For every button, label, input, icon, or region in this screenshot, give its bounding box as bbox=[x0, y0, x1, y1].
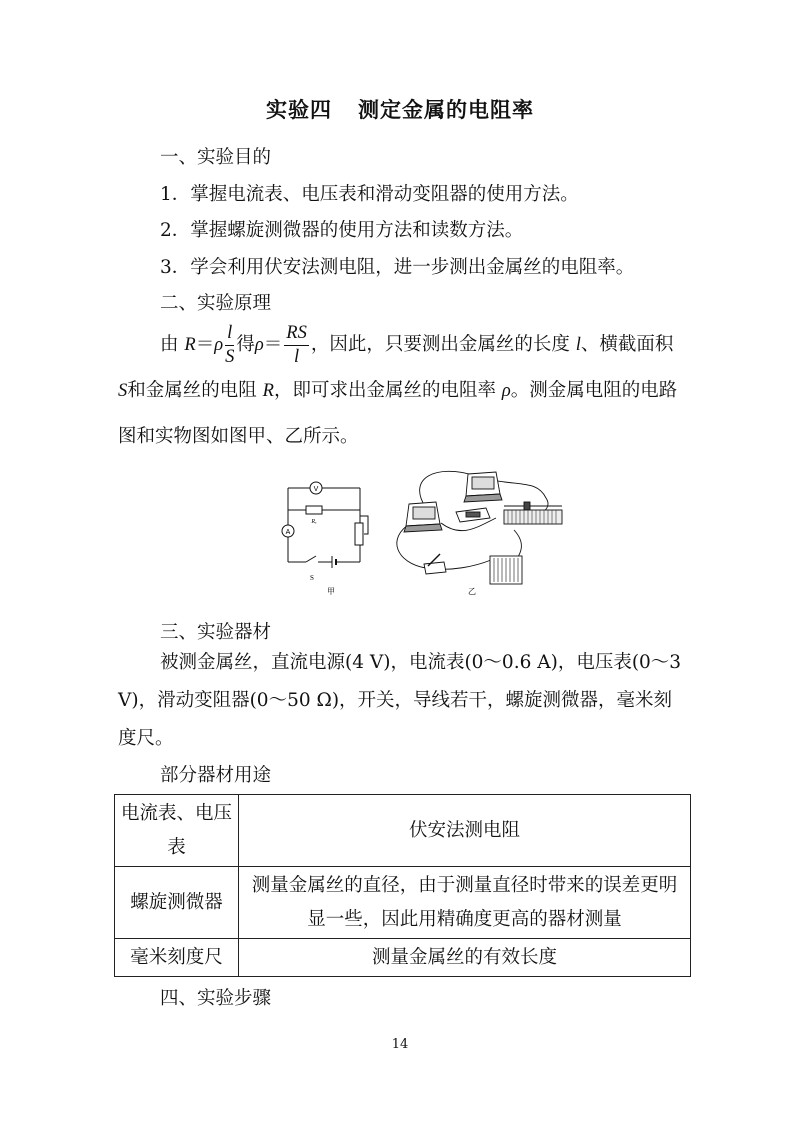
resistor-block-icon bbox=[456, 508, 490, 522]
resistor-label: Rₓ bbox=[311, 519, 317, 525]
resistor-icon bbox=[306, 506, 322, 514]
table-caption: 部分器材用途 bbox=[160, 765, 272, 786]
circuit-figure bbox=[276, 468, 586, 608]
table-cell-name: 螺旋测微器 bbox=[115, 867, 239, 939]
page-title bbox=[0, 94, 800, 124]
ammeter-device-icon bbox=[404, 502, 442, 532]
section-heading-aims: 一、实验目的 bbox=[160, 147, 272, 168]
caption-right: 乙 bbox=[468, 587, 476, 596]
fraction-rs-over-l: $\frac{RS}{l}$ bbox=[286, 323, 307, 367]
table-row bbox=[115, 867, 691, 939]
principle-paragraph: 由 R＝ρ $\frac{l}{S}$ 得ρ＝ $\frac{RS}{l}$ ，因此，只要测出金属丝的长度 l、横截面积 S和金属丝的电阻 R，即可求出金属丝的电阻率 ρ。测金属电阻的电路图和实物图如图甲、乙所示。 bbox=[118, 323, 678, 447]
section-heading-steps: 四、实验步骤 bbox=[160, 988, 272, 1009]
section-heading-principle: 二、实验原理 bbox=[160, 293, 272, 314]
title-part-2: 测定金属的电阻率 bbox=[358, 98, 534, 122]
fraction-l-over-s: $\frac{l}{S}$ bbox=[225, 323, 235, 367]
aim-item-1: 1．掌握电流表、电压表和滑动变阻器的使用方法。 bbox=[160, 184, 579, 205]
table-row bbox=[115, 795, 691, 867]
circuit-diagram bbox=[282, 482, 368, 568]
apparatus-drawing bbox=[397, 471, 562, 584]
table-cell-use: 测量金属丝的有效长度 bbox=[239, 939, 691, 977]
ammeter-label: A bbox=[285, 529, 291, 536]
table-cell-use: 测量金属丝的直径，由于测量直径时带来的误差更明显一些，因此用精确度更高的器材测量 bbox=[239, 867, 691, 939]
switch-device-icon bbox=[424, 554, 446, 574]
section-heading-equipment: 三、实验器材 bbox=[160, 622, 272, 643]
title-part-1: 实验四 bbox=[266, 98, 332, 122]
voltmeter-label: V bbox=[313, 486, 319, 493]
rheostat-icon bbox=[355, 523, 363, 545]
voltmeter-device-icon bbox=[464, 472, 502, 502]
table-cell-use: 伏安法测电阻 bbox=[239, 795, 691, 867]
rheostat-device-icon bbox=[504, 502, 562, 524]
aim-item-2: 2．掌握螺旋测微器的使用方法和读数方法。 bbox=[160, 220, 524, 241]
table-cell-name: 电流表、电压表 bbox=[115, 795, 239, 867]
table-cell-name: 毫米刻度尺 bbox=[115, 939, 239, 977]
caption-left: 甲 bbox=[327, 587, 335, 596]
equipment-paragraph: 被测金属丝，直流电源(4 V)，电流表(0～0.6 A)，电压表(0～3 V)，滑动变阻器(0～50 Ω)，开关，导线若干，螺旋测微器，毫米刻度尺。 bbox=[118, 652, 682, 749]
switch-icon bbox=[306, 556, 316, 562]
equipment-table bbox=[114, 794, 691, 977]
page-number: 14 bbox=[391, 1037, 409, 1052]
aim-item-3: 3．学会利用伏安法测电阻，进一步测出金属丝的电阻率。 bbox=[160, 257, 635, 278]
battery-device-icon bbox=[490, 556, 522, 584]
switch-label: S bbox=[310, 574, 314, 582]
table-row bbox=[115, 939, 691, 977]
